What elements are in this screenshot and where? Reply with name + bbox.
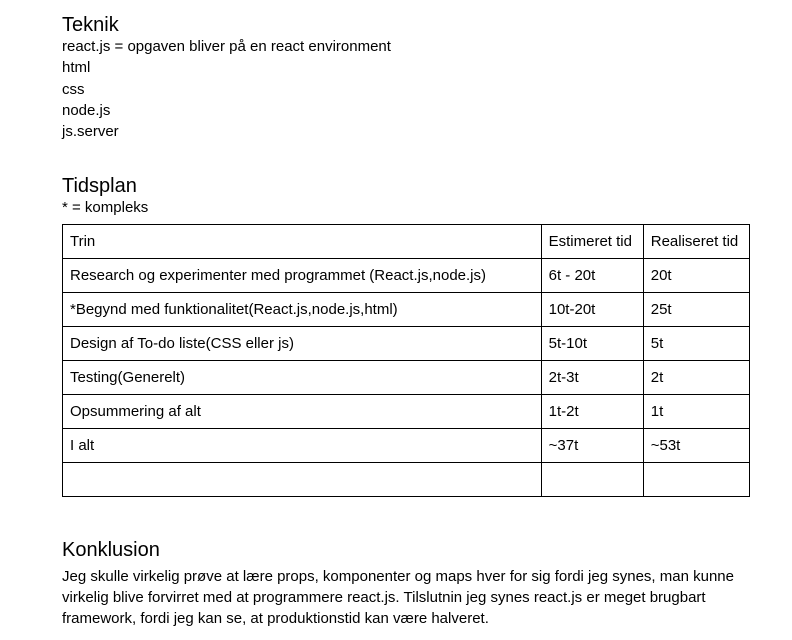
tidsplan-note: * = kompleks xyxy=(62,199,149,216)
table-cell: I alt xyxy=(63,429,542,463)
table-cell: 5t-10t xyxy=(541,327,643,361)
table-cell: ~53t xyxy=(643,429,749,463)
table-cell: 2t-3t xyxy=(541,361,643,395)
teknik-heading: Teknik xyxy=(62,14,119,36)
konklusion-paragraph: Jeg skulle virkelig prøve at lære props, komponenter og maps hver for sig fordi jeg synes, man kunne virkelig blive forvirret med at programmere react.js. Tilslutnin jeg synes react.js er meget brugbart framework, fordi jeg kan se, at produktionstid kan være halveret. xyxy=(62,568,734,627)
table-header-row xyxy=(63,225,750,259)
table-cell xyxy=(541,463,643,497)
table-cell xyxy=(63,463,542,497)
table-cell: 10t-20t xyxy=(541,293,643,327)
teknik-section xyxy=(62,14,391,142)
teknik-item: node.js xyxy=(62,101,111,119)
table-row xyxy=(63,293,750,327)
teknik-item: js.server xyxy=(62,123,119,141)
table-header-cell: Trin xyxy=(63,225,542,259)
teknik-item: react.js = opgaven bliver på en react environment xyxy=(62,38,391,55)
table-cell: 6t - 20t xyxy=(541,259,643,293)
table-cell: ~37t xyxy=(541,429,643,463)
table-cell: *Begynd med funktionalitet(React.js,node.js,html) xyxy=(63,293,542,327)
table-cell: 20t xyxy=(643,259,749,293)
table-row-empty xyxy=(63,463,750,497)
tidsplan-table xyxy=(62,224,750,497)
table-cell: Research og experimenter med programmet (React.js,node.js) xyxy=(63,259,542,293)
table-header-cell: Realiseret tid xyxy=(643,225,749,259)
table-cell: 1t-2t xyxy=(541,395,643,429)
table-row xyxy=(63,361,750,395)
table-cell: 5t xyxy=(643,327,749,361)
table-row xyxy=(63,395,750,429)
table-row xyxy=(63,259,750,293)
table-cell: Design af To-do liste(CSS eller js) xyxy=(63,327,542,361)
table-header-cell: Estimeret tid xyxy=(541,225,643,259)
table-cell xyxy=(643,463,749,497)
konklusion-heading: Konklusion xyxy=(62,539,160,561)
teknik-item: css xyxy=(62,80,85,98)
tidsplan-section xyxy=(62,175,752,497)
table-cell: 2t xyxy=(643,361,749,395)
tidsplan-heading: Tidsplan xyxy=(62,175,137,197)
table-cell: Opsummering af alt xyxy=(63,395,542,429)
table-row xyxy=(63,429,750,463)
table-cell: 1t xyxy=(643,395,749,429)
table-row xyxy=(63,327,750,361)
konklusion-section xyxy=(62,539,752,629)
table-cell: 25t xyxy=(643,293,749,327)
teknik-item: html xyxy=(62,59,91,77)
table-cell: Testing(Generelt) xyxy=(63,361,542,395)
